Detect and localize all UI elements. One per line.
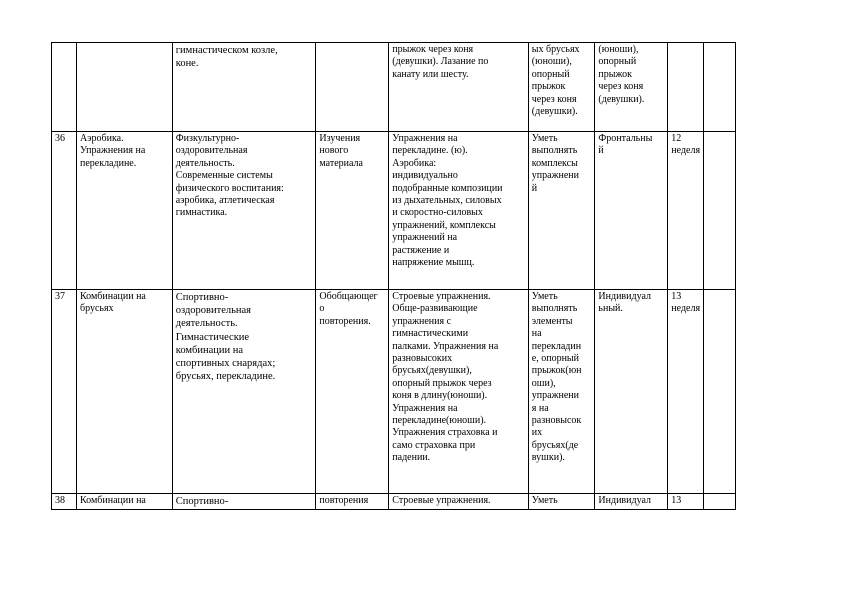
- extra-cell: [703, 43, 735, 132]
- lesson-type-cell: Изучения нового материала: [316, 132, 389, 290]
- control-cell: Фронтальны й: [595, 132, 668, 290]
- content-cell: Спортивно-: [172, 494, 316, 510]
- requirements-cell: Уметь: [528, 494, 595, 510]
- topic-cell: [76, 43, 172, 132]
- content-cell: Физкультурно- оздоровительная деятельность. Современные системы физического воспитания: аэробика, атлетическая гимнастика.: [172, 132, 316, 290]
- lesson-type-cell: [316, 43, 389, 132]
- lesson-number-cell: [52, 43, 77, 132]
- date-cell: 13 неделя: [668, 290, 703, 494]
- requirements-cell: ых брусьях (юноши), опорный прыжок через коня (девушки).: [528, 43, 595, 132]
- extra-cell: [703, 290, 735, 494]
- content-cell: гимнастическом козле, коне.: [172, 43, 316, 132]
- control-cell: Индивидуал: [595, 494, 668, 510]
- table-row: [52, 43, 736, 132]
- lesson-type-cell: Обобщающег о повторения.: [316, 290, 389, 494]
- lesson-number-cell: 37: [52, 290, 77, 494]
- date-cell: 12 неделя: [668, 132, 703, 290]
- activities-cell: Строевые упражнения. Обще-развивающие упражнения с гимнастическими палками. Упражнения на разновысоких брусьях(девушки), опорный прыжок через коня в длину(юноши). Упражнения на перекладине(юноши). Упражнения страховка и само страховка при падении.: [389, 290, 529, 494]
- table-row: [52, 132, 736, 290]
- content-cell: Спортивно- оздоровительная деятельность. Гимнастические комбинации на спортивных снарядах; брусьях, перекладине.: [172, 290, 316, 494]
- lesson-plan-table: [51, 42, 736, 510]
- lesson-type-cell: повторения: [316, 494, 389, 510]
- date-cell: 13: [668, 494, 703, 510]
- control-cell: Индивидуал ьный.: [595, 290, 668, 494]
- date-cell: [668, 43, 703, 132]
- topic-cell: Аэробика. Упражнения на перекладине.: [76, 132, 172, 290]
- extra-cell: [703, 132, 735, 290]
- lesson-number-cell: 38: [52, 494, 77, 510]
- extra-cell: [703, 494, 735, 510]
- topic-cell: Комбинации на брусьях: [76, 290, 172, 494]
- table-row: [52, 290, 736, 494]
- control-cell: (юноши), опорный прыжок через коня (девушки).: [595, 43, 668, 132]
- activities-cell: Упражнения на перекладине. (ю). Аэробика: индивидуально подобранные композиции из дыхательных, силовых и скоростно-силовых упражнений, комплексы упражнений на растяжение и напряжение мышц.: [389, 132, 529, 290]
- requirements-cell: Уметь выполнять комплексы упражнени й: [528, 132, 595, 290]
- activities-cell: прыжок через коня (девушки). Лазание по канату или шесту.: [389, 43, 529, 132]
- activities-cell: Строевые упражнения.: [389, 494, 529, 510]
- table-row: [52, 494, 736, 510]
- lesson-number-cell: 36: [52, 132, 77, 290]
- topic-cell: Комбинации на: [76, 494, 172, 510]
- requirements-cell: Уметь выполнять элементы на перекладин е, опорный прыжок(юн оши), упражнени я на разновысок их брусьях(де вушки).: [528, 290, 595, 494]
